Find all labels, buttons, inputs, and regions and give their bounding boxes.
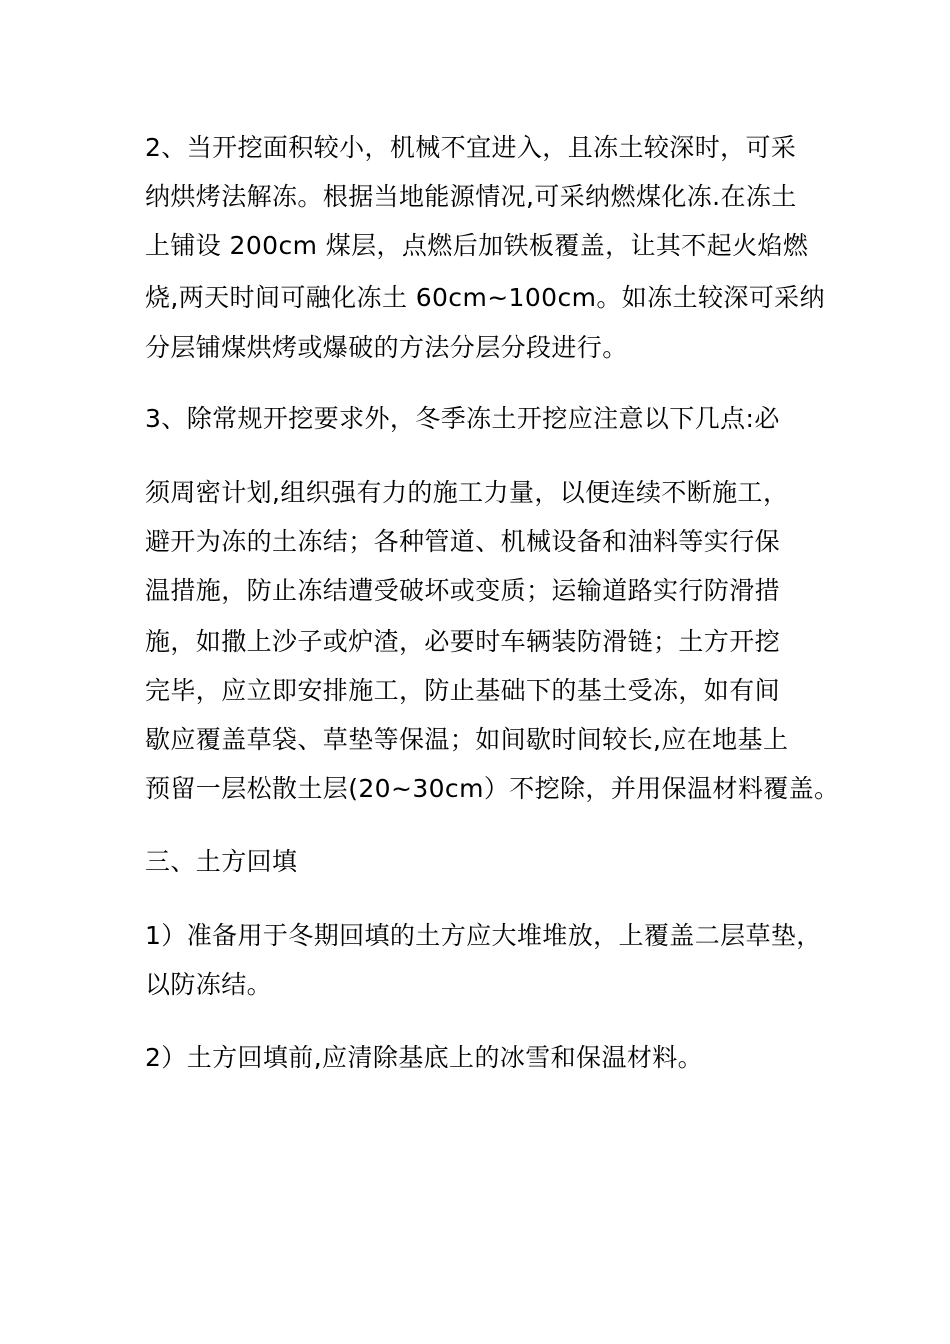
paragraph-2-line-2: 纳烘烤法解冻。根据当地能源情况,可采纳燃煤化冻.在冻土 xyxy=(145,182,797,211)
paragraph-2-line-3: 上铺设 200cm 煤层，点燃后加铁板覆盖，让其不起火焰燃 xyxy=(145,231,809,260)
paragraph-2-line-5: 分层铺煤烘烤或爆破的方法分层分段进行。 xyxy=(145,333,628,362)
item-2-line-1: 2）土方回填前,应清除基底上的冰雪和保温材料。 xyxy=(145,1043,704,1072)
section-heading: 三、土方回填 xyxy=(145,847,298,876)
paragraph-3-line-3: 温措施，防止冻结遭受破坏或变质；运输道路实行防滑措 xyxy=(145,576,781,605)
item-1-line-1: 1）准备用于冬期回填的土方应大堆堆放，上覆盖二层草垫， xyxy=(145,921,822,950)
paragraph-3-intro: 3、除常规开挖要求外，冬季冻土开挖应注意以下几点:必 xyxy=(145,404,780,433)
paragraph-2-line-1: 2、当开挖面积较小，机械不宜进入，且冻土较深时，可采 xyxy=(145,133,797,162)
item-1-line-2: 以防冻结。 xyxy=(145,970,273,999)
paragraph-3-line-7: 预留一层松散土层(20~30cm）不挖除，并用保温材料覆盖。 xyxy=(145,774,840,803)
paragraph-3-line-4: 施，如撒上沙子或炉渣，必要时车辆装防滑链；土方开挖 xyxy=(145,627,781,656)
paragraph-3-line-1: 须周密计划,组织强有力的施工力量，以便连续不断施工， xyxy=(145,478,789,507)
paragraph-2-line-4: 烧,两天时间可融化冻土 60cm~100cm。如冻土较深可采纳 xyxy=(145,283,825,312)
paragraph-3-line-2: 避开为冻的土冻结；各种管道、机械设备和油料等实行保 xyxy=(145,527,781,556)
paragraph-3-line-6: 歇应覆盖草袋、草垫等保温；如间歇时间较长,应在地基上 xyxy=(145,725,789,754)
paragraph-3-line-5: 完毕，应立即安排施工，防止基础下的基土受冻，如有间 xyxy=(145,676,781,705)
